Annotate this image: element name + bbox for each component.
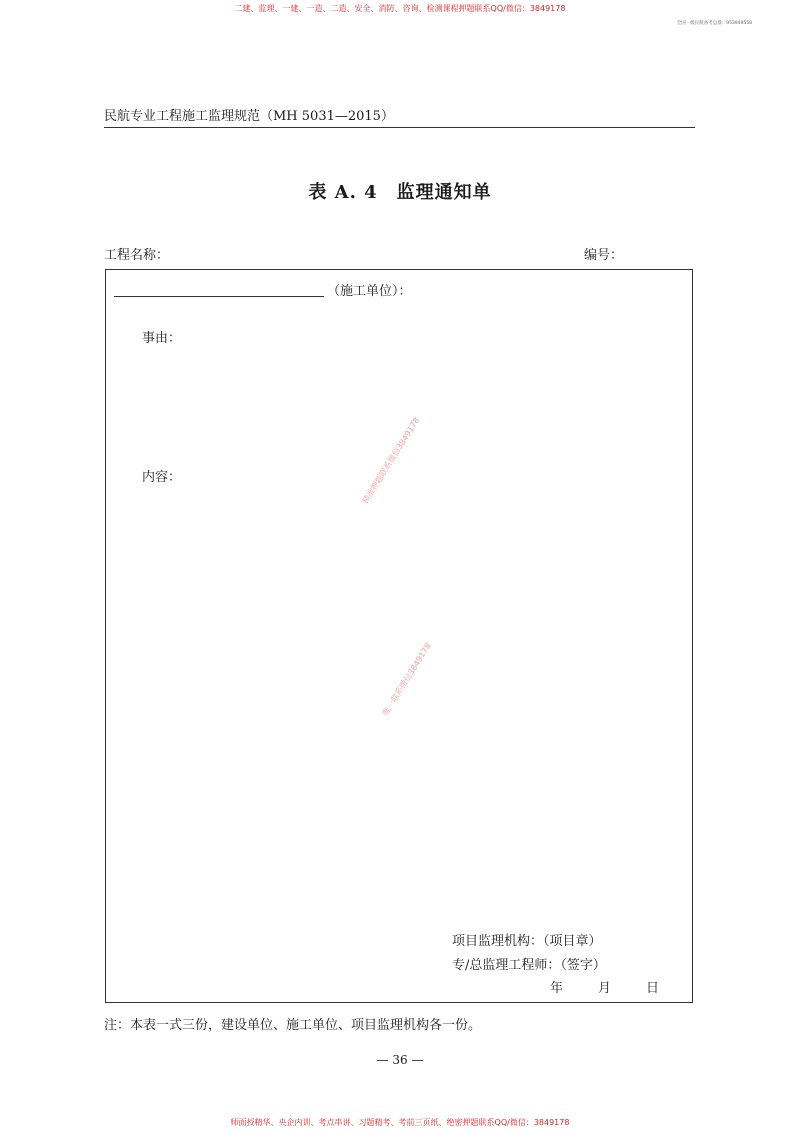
header-rule — [104, 127, 695, 128]
top-right-note: 全国一级民航备考总群：953949558 — [676, 21, 752, 26]
page-number: — 36 — — [376, 1053, 424, 1067]
supervision-org-line: 项目监理机构：（项目章） — [452, 934, 602, 949]
notice-form-box — [105, 269, 693, 1003]
number-label: 编号： — [584, 248, 624, 263]
construction-unit-blank — [114, 296, 324, 297]
watermark-text: 精准押题联系微信3849178 — [360, 416, 422, 506]
engineer-signature-line: 专/总监理工程师：（签字） — [452, 958, 606, 973]
date-day: 日 — [646, 981, 660, 996]
content-label: 内容： — [142, 470, 182, 485]
bottom-banner: 师面授精华、央企内训、考点串讲、习题精考、考前三页纸、绝密押题联系QQ/微信：3849178 — [230, 1118, 570, 1127]
reason-label: 事由： — [142, 331, 182, 346]
page-title: 表 A. 4 监理通知单 — [308, 182, 492, 203]
watermark-text: 唯一联系微信3849178 — [380, 641, 433, 718]
construction-unit-label: （施工单位）： — [327, 284, 412, 299]
footnote: 注：本表一式三份，建设单位、施工单位、项目监理机构各一份。 — [104, 1018, 482, 1033]
top-banner: 二建、监理、一建、一造、二造、安全、消防、咨询、检测课程押题联系QQ/微信：3849178 — [234, 4, 566, 13]
date-year: 年 — [550, 981, 564, 996]
project-name-label: 工程名称： — [104, 248, 170, 263]
date-month: 月 — [598, 981, 612, 996]
running-header: 民航专业工程施工监理规范（MH 5031—2015） — [104, 109, 394, 124]
